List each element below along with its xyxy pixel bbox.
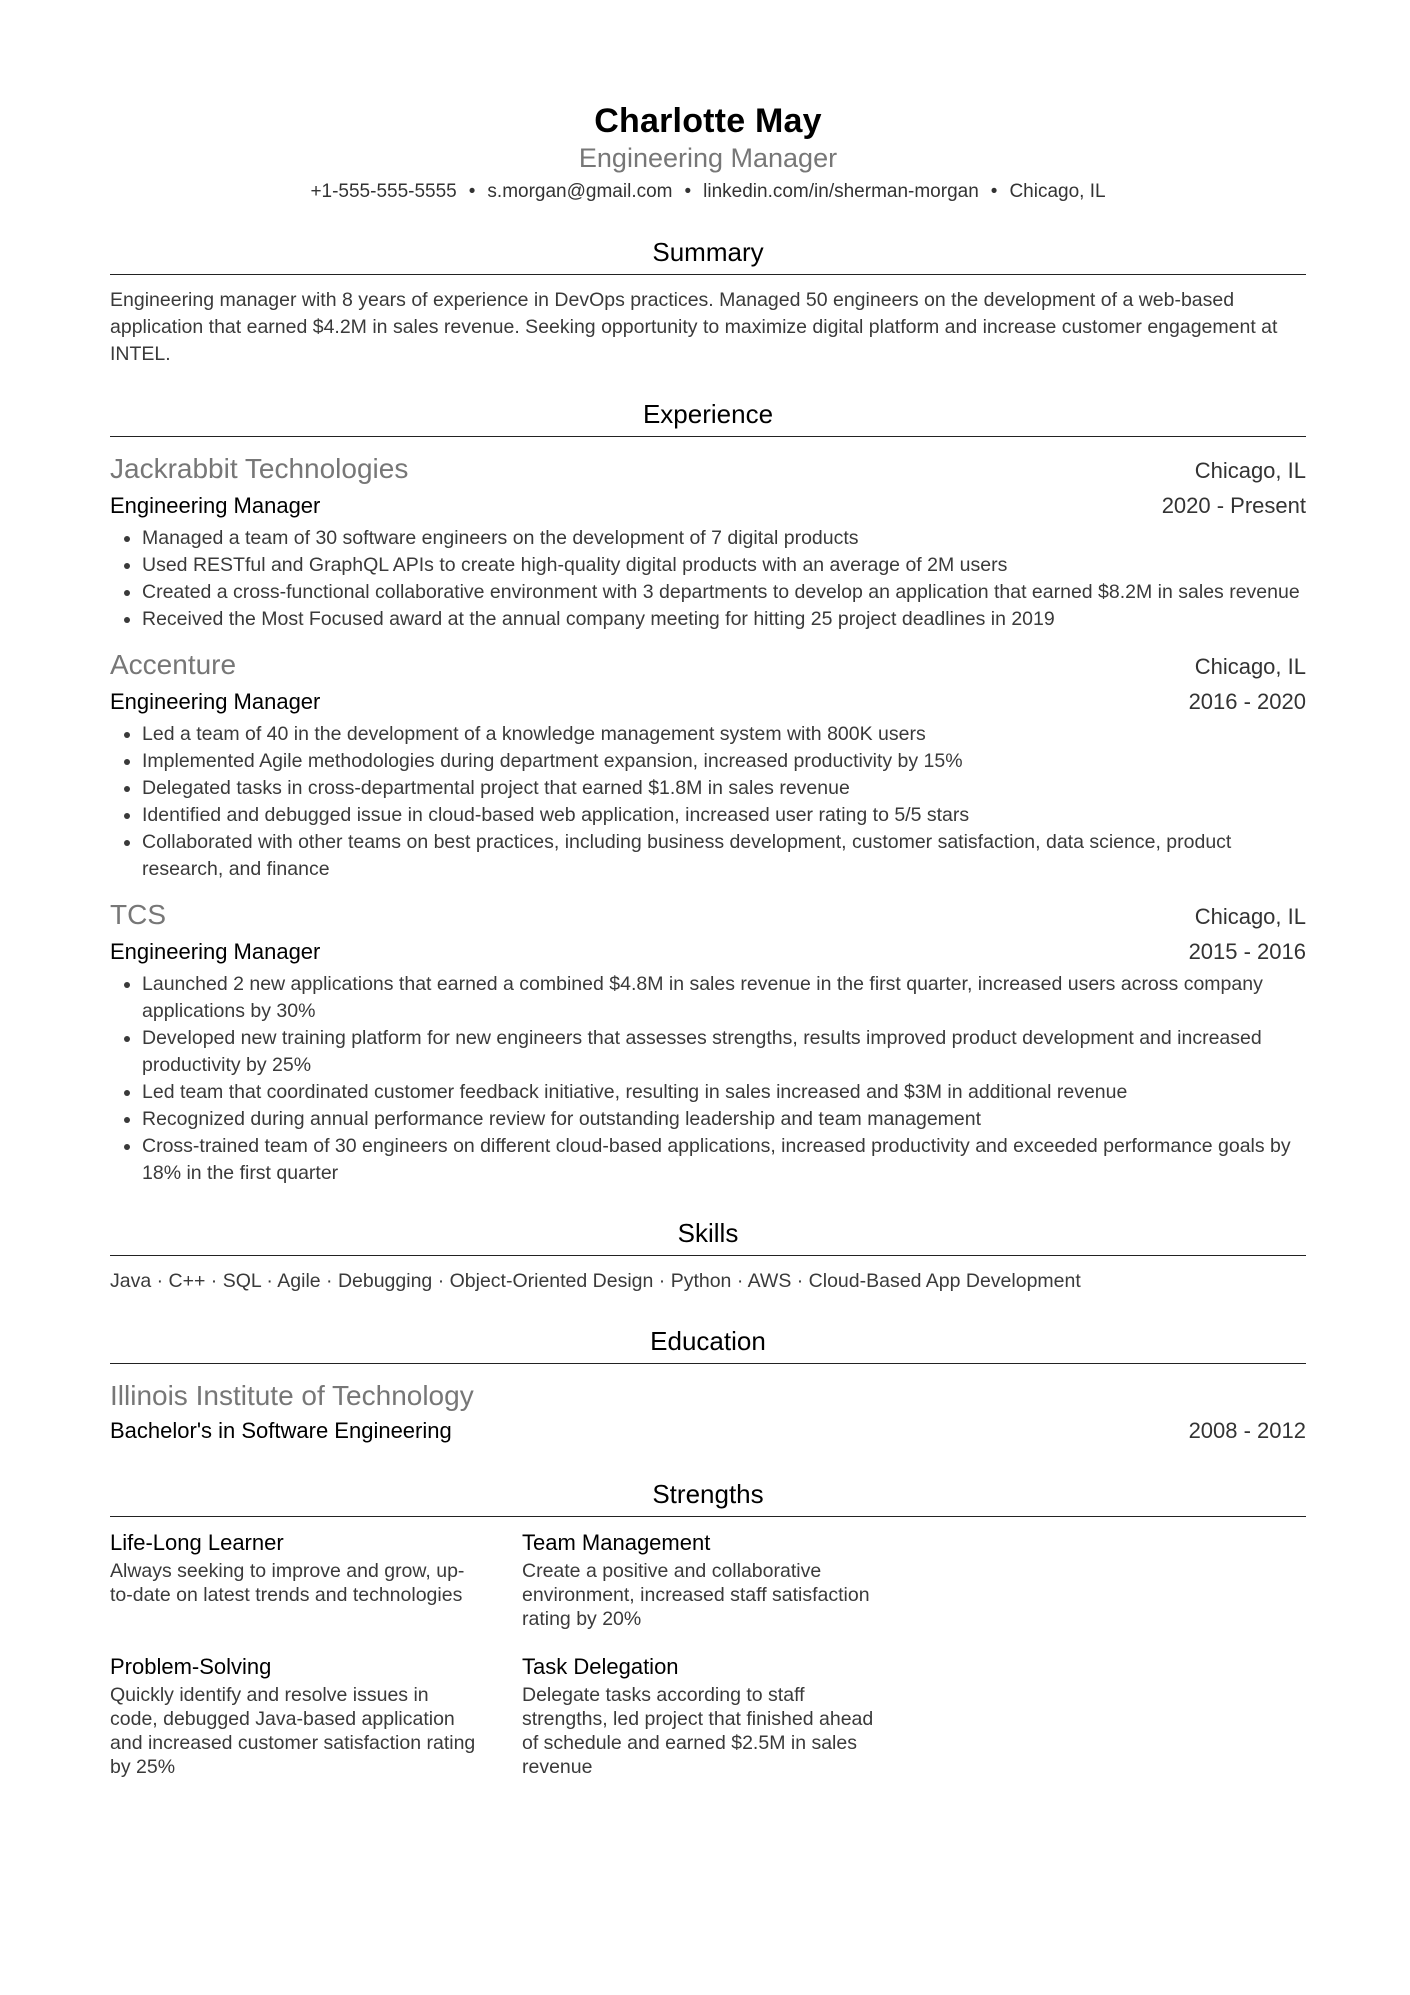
job-entry: [110, 897, 1306, 1187]
bullet-separator: •: [684, 181, 692, 202]
strengths-grid: [110, 1527, 1306, 1799]
company-name: Jackrabbit Technologies: [110, 453, 409, 484]
school-name: Illinois Institute of Technology: [110, 1380, 474, 1411]
education-section: [110, 1323, 1306, 1448]
strength-description: Quickly identify and resolve issues in code, debugged Java-based application and increased customer satisfaction rating by 25%: [110, 1684, 476, 1778]
contact-email[interactable]: s.morgan@gmail.com: [487, 181, 673, 202]
degree: Bachelor's in Software Engineering: [110, 1418, 452, 1443]
job-bullet: • Recognized during annual performance review for outstanding leadership and team management: [142, 1106, 1306, 1133]
job-dates: 2016 - 2020: [1188, 689, 1306, 714]
candidate-name: Charlotte May: [594, 102, 822, 140]
resume-header: [110, 100, 1306, 206]
contact-line: [110, 178, 1306, 206]
section-heading: Summary: [110, 234, 1306, 275]
job-role: Engineering Manager: [110, 689, 321, 714]
company-name: TCS: [110, 899, 166, 930]
job-bullets: [110, 525, 1306, 633]
strength-item: [110, 1651, 522, 1779]
section-heading: Experience: [110, 396, 1306, 437]
job-bullet: • Managed a team of 30 software engineers on the development of 7 digital products: [142, 525, 1306, 552]
job-bullet: • Developed new training platform for new engineers that assesses strengths, results improved product development and increased productivity by 25%: [142, 1025, 1306, 1079]
summary-section: [110, 234, 1306, 368]
resume-content: [110, 0, 1306, 1799]
strength-description: Create a positive and collaborative environment, increased staff satisfaction rating by 20%: [522, 1560, 870, 1630]
section-heading: Strengths: [110, 1476, 1306, 1517]
bullet-separator: •: [468, 181, 476, 202]
job-bullet: • Collaborated with other teams on best practices, including business development, customer satisfaction, data science, product research, and finance: [142, 829, 1306, 883]
job-entry: [110, 451, 1306, 633]
strength-title: Problem-Solving: [110, 1654, 272, 1679]
job-location: Chicago, IL: [1194, 904, 1306, 929]
bullet-separator: •: [990, 181, 998, 202]
job-bullets: [110, 971, 1306, 1187]
job-bullet: • Cross-trained team of 30 engineers on different cloud-based applications, increased productivity and exceeded performance goals by 18% in the first quarter: [142, 1133, 1306, 1187]
skills-list: Java · C++ · SQL · Agile · Debugging · Object-Oriented Design · Python · AWS · Cloud-Based App Development: [110, 1270, 1081, 1292]
strengths-section: [110, 1476, 1306, 1799]
job-bullet: • Delegated tasks in cross-departmental project that earned $1.8M in sales revenue: [142, 775, 1306, 802]
strength-item: [522, 1527, 934, 1631]
strength-title: Life-Long Learner: [110, 1530, 284, 1555]
strength-item: [522, 1651, 934, 1779]
job-location: Chicago, IL: [1194, 654, 1306, 679]
job-bullet: • Launched 2 new applications that earned a combined $4.8M in sales revenue in the first quarter, increased users across company applications by 30%: [142, 971, 1306, 1025]
job-dates: 2020 - Present: [1161, 493, 1306, 518]
contact-location: Chicago, IL: [1009, 181, 1106, 202]
strength-title: Task Delegation: [522, 1654, 679, 1679]
skills-section: [110, 1215, 1306, 1295]
company-name: Accenture: [110, 649, 237, 680]
candidate-title: Engineering Manager: [578, 143, 838, 173]
job-bullet: • Received the Most Focused award at the annual company meeting for hitting 25 project deadlines in 2019: [142, 606, 1306, 633]
job-bullet: • Created a cross-functional collaborative environment with 3 departments to develop an application that earned $8.2M in sales revenue: [142, 579, 1306, 606]
contact-phone: +1-555-555-5555: [310, 181, 457, 202]
job-dates: 2015 - 2016: [1188, 939, 1306, 964]
strength-description: Delegate tasks according to staff strengths, led project that finished ahead of schedule and earned $2.5M in sales revenue: [522, 1684, 874, 1778]
education-entry: [110, 1378, 1306, 1448]
job-bullets: [110, 721, 1306, 883]
job-role: Engineering Manager: [110, 939, 321, 964]
section-heading: Education: [110, 1323, 1306, 1364]
strength-description: Always seeking to improve and grow, up-to-date on latest trends and technologies: [110, 1560, 465, 1606]
job-bullet: • Led team that coordinated customer feedback initiative, resulting in sales increased and $3M in additional revenue: [142, 1079, 1306, 1106]
job-role: Engineering Manager: [110, 493, 321, 518]
summary-text: Engineering manager with 8 years of experience in DevOps practices. Managed 50 engineers on the development of a web-based application that earned $4.2M in sales revenue. Seeking opportunity to maximize digital platform and increase customer engagement at INTEL.: [110, 289, 1278, 365]
strength-title: Team Management: [522, 1530, 711, 1555]
job-entry: [110, 647, 1306, 883]
job-bullet: • Led a team of 40 in the development of a knowledge management system with 800K users: [142, 721, 1306, 748]
education-dates: 2008 - 2012: [1188, 1418, 1306, 1443]
strength-item: [110, 1527, 522, 1631]
job-bullet: • Identified and debugged issue in cloud-based web application, increased user rating to 5/5 stars: [142, 802, 1306, 829]
job-bullet: • Implemented Agile methodologies during department expansion, increased productivity by 15%: [142, 748, 1306, 775]
experience-section: [110, 396, 1306, 1187]
job-bullet: • Used RESTful and GraphQL APIs to create high-quality digital products with an average of 2M users: [142, 552, 1306, 579]
section-heading: Skills: [110, 1215, 1306, 1256]
contact-linkedin[interactable]: linkedin.com/in/sherman-morgan: [703, 181, 979, 202]
job-location: Chicago, IL: [1194, 458, 1306, 483]
